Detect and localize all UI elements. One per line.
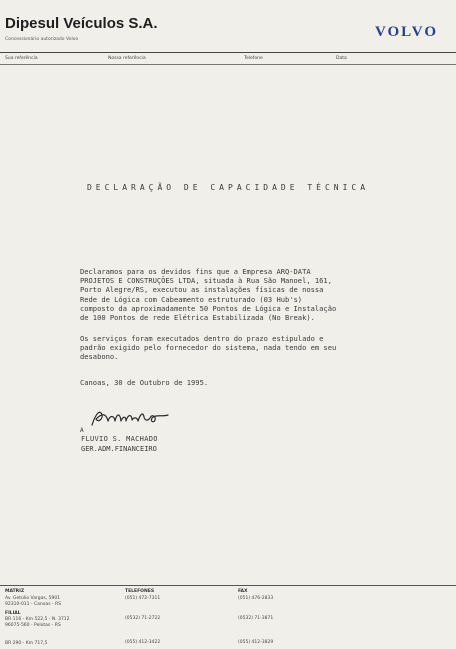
paragraph-1 [80,267,420,322]
header-rule [0,52,456,53]
footer-fax-label: FAX [238,589,248,594]
signature-prefix: A [80,427,84,434]
footer-rule [0,585,456,586]
paragraph-2 [80,334,420,362]
footer-filial-fax: (0532) 71-3871 [238,616,274,621]
ref-ours: Nossa referência [108,56,146,61]
footer-filial2-fax: (055) 412-3829 [238,640,274,645]
paragraph-line: Os serviços foram executados dentro do prazo estipulado e [80,334,324,343]
volvo-logo: VOLVO [374,24,438,40]
footer-matriz-fax: (051) 476-2833 [238,596,274,601]
footer-matriz-line2: 92310-011 - Canoas - RS [5,602,62,607]
footer-filial-line2: 96075-560 - Pelotas - RS [5,623,61,628]
paragraph-line: de 100 Pontos de rede Elétrica Estabilizada (No Break). [80,313,315,323]
ref-your: Sua referência [5,56,38,61]
footer-filial2-phone: (055) 412-3422 [125,640,161,645]
signatory-name: FLUVIO S. MACHADO [81,435,158,443]
footer-matriz-label: MATRIZ [5,589,25,594]
paragraph-line: Rede de Lógica com Cabeamento estruturado (03 Hub's) [80,294,303,304]
ref-phone: Telefone [244,56,263,61]
place-date: Canoas, 30 de Outubro de 1995. [80,378,209,387]
paragraph-line: Declaramos para os devidos fins que a Empresa ARQ-DATA [80,267,311,276]
handwritten-signature [88,405,178,431]
ref-date: Data [336,56,347,61]
footer-filial-label: FILIAL [5,611,21,616]
footer-filial2-line: BR 290 - Km 717,5 [5,641,48,646]
paragraph-line: PROJETOS E CONSTRUÇÕES LTDA, situada à Rua São Manoel, 161, [80,276,332,286]
footer-filial-phone: (0532) 71-2722 [125,616,161,621]
signatory-role: GER.ADM.FINANCEIRO [81,445,157,453]
paragraph-line: composto da aproximadamente 50 Pontos de Lógica e Instalação [80,303,337,313]
paragraph-line: desabono. [80,352,119,362]
footer-phones-label: TELEFONES [125,589,155,594]
company-subtitle: Concessionário autorizado Volvo [5,37,79,42]
paragraph-line: Porto Alegre/RS, executou as instalações físicas de nossa [80,285,324,295]
company-name: Dipesul Veículos S.A. [5,15,158,32]
footer-matriz-line1: Av. Getúlio Vargas, 5901 [5,596,61,601]
footer-filial-line1: BR 116 - Km 522,5 - N. 3712 [5,617,70,622]
footer-matriz-phone: (051) 472-7311 [125,596,161,601]
document-title: DECLARAÇÃO DE CAPACIDADE TÉCNICA [86,183,370,192]
ref-rule [0,64,456,65]
paragraph-line: padrão exigido pelo fornecedor do sistema, nada tendo em seu [80,343,337,353]
